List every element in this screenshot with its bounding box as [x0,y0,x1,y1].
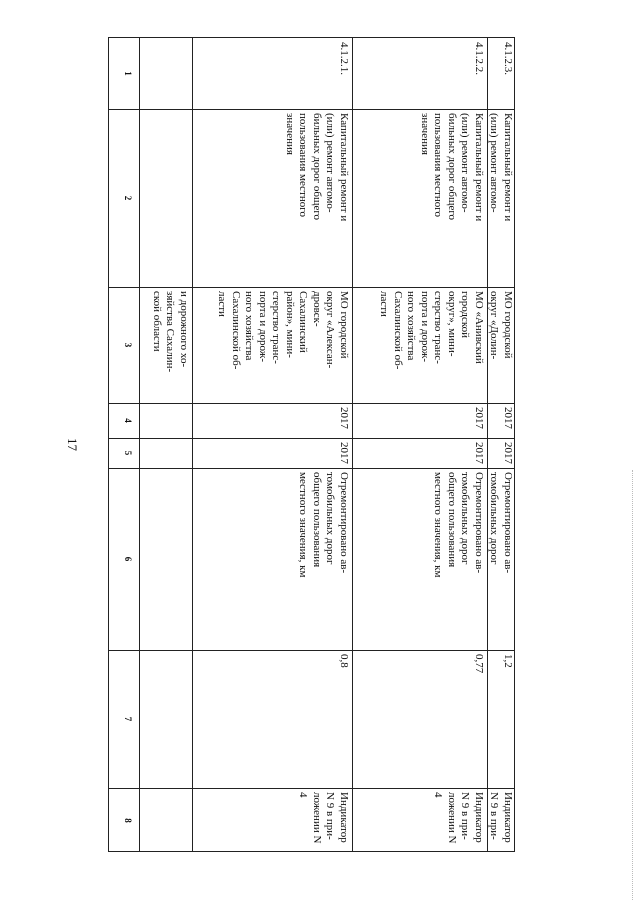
table-cell [352,468,487,650]
table-cell [352,109,487,287]
column-number-label: 4 [123,418,133,423]
table-cell [139,287,192,403]
cell-text: Индикатор N 9 в при- [488,792,514,843]
table-cell [352,38,487,109]
cell-text: 1,2 [502,654,514,668]
rotated-data-table [108,37,515,852]
column-number-label: 8 [123,818,133,823]
cell-text: МО городской округ «Алексан- дровск- Сахалинский район», мини- стерство транс- порта и дорож- ного хозяйства Сахалинской об- ласти [216,291,350,370]
cell-text: Капитальный ремонт и (или) ремонт автомо- бильных дорог общего пользования местного значения [284,113,350,222]
table-cell [487,468,516,650]
scan-artifact [632,470,636,900]
cell-text: Индикатор N 9 в при- ложении N 4 [297,792,350,844]
cell-text: Отремонтировано ав- томобильных дорог [488,472,514,574]
cell-text: 0,77 [473,654,485,674]
table-cell [352,403,487,438]
cell-text: 4.1.2.1. [338,42,350,75]
column-number-label: 6 [123,556,133,562]
column-number-label: 5 [123,450,133,456]
cell-text: 4.1.2.2. [473,42,485,75]
table-cell [192,287,352,403]
cell-text: 2017 [502,407,514,429]
table-cell [487,287,516,403]
column-number-label: 3 [123,342,133,348]
table-header-cell [109,468,139,650]
table-cell [352,650,487,788]
table-cell [352,287,487,403]
table-cell [192,650,352,788]
table-header-cell [109,438,139,468]
table-cell [192,403,352,438]
table-header-cell [109,38,139,109]
table-header-cell [109,403,139,438]
cell-text: 2017 [473,442,485,464]
table-cell [487,38,516,109]
table-cell [192,788,352,853]
table-header-cell [109,109,139,287]
table-row-divider [139,38,140,851]
cell-text: 2017 [502,442,514,464]
cell-text: Индикатор N 9 в при- ложении N 4 [432,792,485,844]
table-header-cell [109,788,139,853]
table-cell [487,788,516,853]
cell-text: 2017 [473,407,485,429]
cell-text: МО городской округ «Долин- [488,291,514,360]
cell-text: Отремонтировано ав- томобильных дорог общего пользования местного значения, км [297,472,350,578]
table-cell [487,109,516,287]
cell-text: Капитальный ремонт и (или) ремонт автомо- [488,113,514,222]
cell-text: Капитальный ремонт и (или) ремонт автомо- бильных дорог общего пользования местного значения [419,113,485,222]
cell-text: 0,8 [338,654,350,668]
cell-text: 4.1.2.3. [502,42,514,75]
cell-text: МО «Анивский городской округ», мини- стерство транс- порта и дорож- ного хозяйства Сахалинской об- ласти [378,291,485,370]
table-cell [192,468,352,650]
table-cell [487,438,516,468]
column-number-label: 2 [123,195,133,201]
table-header-cell [109,287,139,403]
table-cell [352,438,487,468]
column-number-label: 1 [123,71,133,76]
cell-text: и дорожного хо- зяйства Сахалин- ской области [151,291,190,373]
table-header-cell [109,650,139,788]
table-cell [192,38,352,109]
page-number: 17 [65,438,80,451]
table-cell [192,438,352,468]
table-cell [487,650,516,788]
cell-text: 2017 [338,442,350,464]
table-cell [487,403,516,438]
table-cell [192,109,352,287]
table-cell [352,788,487,853]
column-number-label: 7 [123,716,133,722]
cell-text: 2017 [338,407,350,429]
cell-text: Отремонтировано ав- томобильных дорог общего пользования местного значения, км [432,472,485,578]
